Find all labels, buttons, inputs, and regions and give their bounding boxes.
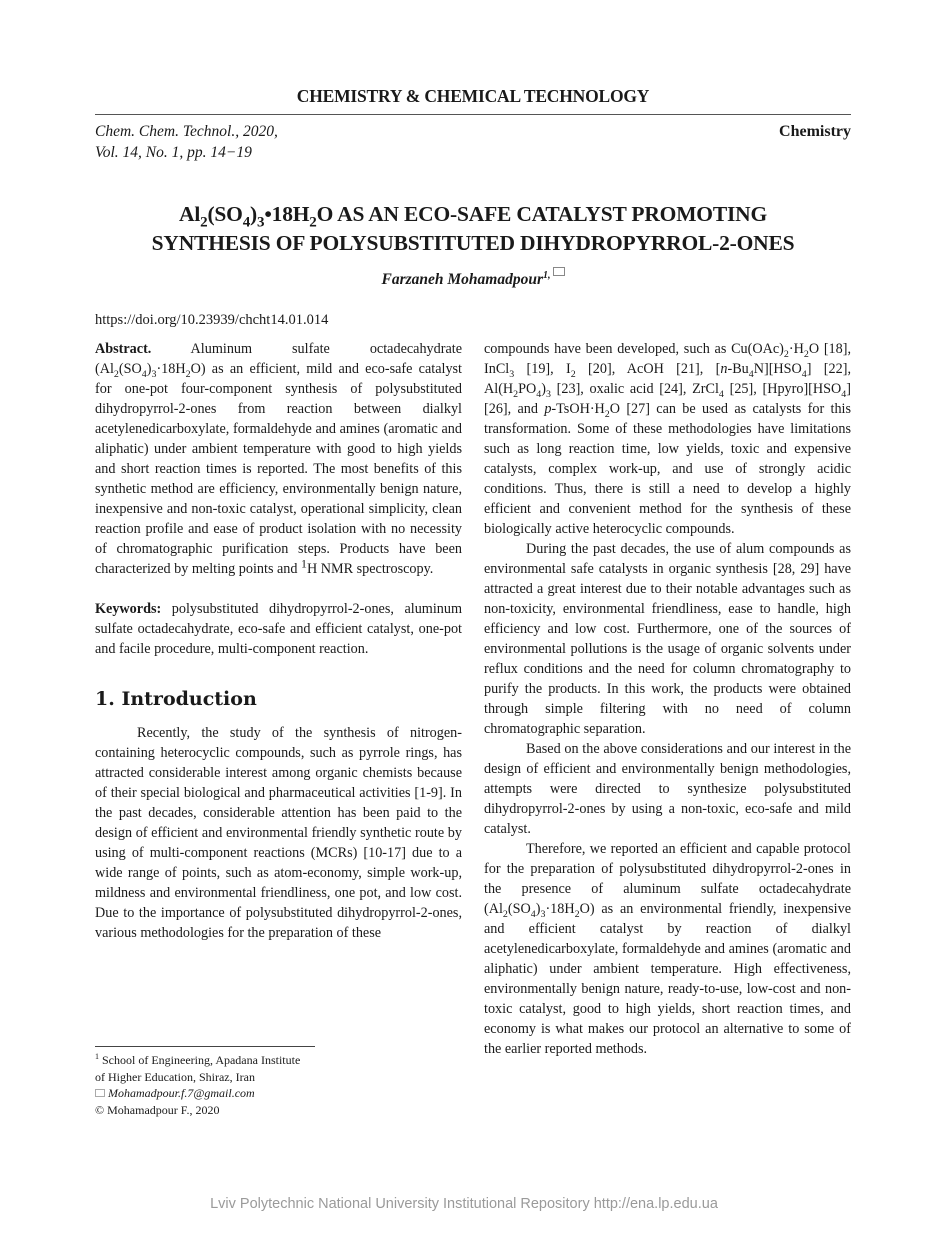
subscript: 2 (309, 214, 317, 231)
body-text: (SO (507, 901, 531, 917)
envelope-icon[interactable] (553, 267, 565, 276)
superscript: 1 (301, 556, 307, 571)
subscript: 2 (803, 348, 809, 360)
email-link[interactable]: Mohamadpour.f.7@gmail.com (108, 1086, 255, 1100)
body-text: -Bu (727, 361, 749, 377)
citation-line-2: Vol. 14, No. 1, pp. 14−19 (95, 144, 252, 161)
abstract-text: ·18H (156, 361, 186, 377)
body-text: ] [26], and (484, 381, 851, 417)
subscript: 4 (141, 368, 147, 380)
right-column (484, 339, 851, 1059)
abstract-text: (SO (118, 361, 142, 377)
body-text: [19], I (514, 361, 571, 377)
body-text: compounds have been developed, such as Cu(OAc) (484, 341, 784, 357)
body-text: [20], AcOH [21], [ (575, 361, 721, 377)
intro-paragraph-4 (484, 839, 851, 1059)
body-text: ) (535, 901, 541, 917)
intro-paragraph-2: During the past decades, the use of alum compounds as environmental safe catalysts in organic synthesis [28, 29] have attracted a great interest due to their notable advantages such as non-toxicity, environmental friendliness, ease to handle, high efficiency and low cost. Furthermore, one of the sources of environmental pollutions is the usage of organic solvents under reflux conditions and the need for column chromatography to purify the products. In this work, the products were obtained through simple filtering with no need of column chromatographic separation. (484, 541, 851, 737)
subscript: 2 (604, 408, 610, 420)
section-label: Chemistry (779, 123, 851, 140)
affiliation-text: School of Engineering, Apadana Institute (99, 1053, 301, 1067)
subscript: 2 (113, 368, 119, 380)
body-text: N][HSO (753, 361, 802, 377)
italic-text: p (544, 401, 552, 417)
subscript: 2 (513, 388, 519, 400)
copyright: © Mohamadpour F., 2020 (95, 1102, 220, 1117)
abstract (95, 339, 462, 579)
formula-text: ) (250, 202, 257, 226)
body-text: ) (541, 381, 546, 397)
repository-footer[interactable]: Lviv Polytechnic National University Institutional Repository http://ena.lp.edu.ua (210, 1196, 718, 1212)
subscript: 2 (200, 214, 208, 231)
subscript: 4 (841, 388, 847, 400)
abstract-label: Abstract. (95, 341, 152, 357)
body-text: O [18], InCl (484, 341, 851, 377)
keywords-label: Keywords: (95, 601, 162, 617)
footnotes (95, 1052, 300, 1118)
author-name[interactable]: Farzaneh Mohamadpour (381, 271, 543, 288)
subscript: 2 (783, 348, 789, 360)
body-text: O [27] can be used as catalysts for this transformation. Some of these methodologies have limitations such as long reaction time, low yields, toxic and expensive catalysts, complex work-up, and use of strongly acidic conditions. Thus, there is still a need to develop a highly efficient and convenient method for the synthesis of these biologically active heterocyclic compounds. (484, 401, 851, 537)
formula-text: O (316, 202, 334, 226)
title-text: AS AN ECO-SAFE CATALYST PROMOTING (333, 202, 767, 226)
body-text: O) as an environmental friendly, inexpensive and efficient catalyst by reaction of dialkyl acetylenedicarboxylate, formaldehyde and amines (aromatic and aliphatic) under ambient temperature. High effectiveness, environmentally benign nature, ready-to-use, low-cost and non-toxic catalyst, good to high yields, short reaction times, and economy is what makes our protocol an alternative to some of the earlier reported methods. (484, 901, 851, 1057)
subscript: 4 (718, 388, 724, 400)
affiliation-line-1 (95, 1052, 300, 1069)
citation-line-1: Chem. Chem. Technol., 2020, (95, 123, 278, 140)
subscript: 3 (545, 388, 551, 400)
intro-paragraph-1-continued (484, 339, 851, 539)
envelope-icon (95, 1089, 105, 1097)
subscript: 4 (801, 368, 807, 380)
formula-text: •18H (264, 202, 310, 226)
footnote-mark: 1 (95, 1052, 99, 1061)
abstract-text: ) (146, 361, 152, 377)
subscript: 2 (502, 908, 508, 920)
citation (95, 121, 278, 163)
footnote-divider (95, 1046, 315, 1047)
subscript: 3 (257, 214, 265, 231)
intro-paragraph-1: Recently, the study of the synthesis of nitrogen-containing heterocyclic compounds, such as pyrrole rings, has attracted considerable interest among organic chemists because of their special biological and pharmaceutical activities [1-9]. In the past decades, considerable attention has been paid to the design of efficient and environmental friendly synthetic route by using of multi-component reactions (MCRs) [10-17] due to a wide range of points, such as atom-economy, simple work-up, mildness and environmental friendliness, one pot, and low cost. Due to the importance of polysubstituted dihydropyrrol-2-ones, various methodologies for the preparation of these (95, 725, 462, 941)
subscript: 3 (151, 368, 157, 380)
subscript: 2 (570, 368, 576, 380)
title-line-2: SYNTHESIS OF POLYSUBSTITUTED DIHYDROPYRROL-2-ONES (151, 231, 795, 255)
subscript: 4 (530, 908, 536, 920)
italic-text: n (720, 361, 728, 377)
body-text: PO (518, 381, 537, 397)
body-text: -TsOH·H (551, 401, 605, 417)
email-line (95, 1085, 300, 1102)
body-text: Therefore, we reported an efficient and capable protocol for the preparation of polysubstituted dihydropyrrol-2-ones in the presence of aluminum sulfate octadecahydrate (Al (484, 841, 851, 917)
keywords-text: polysubstituted dihydropyrrol-2-ones, aluminum sulfate octadecahydrate, eco-safe and efficient catalyst, one-pot and facile procedure, multi-component reaction. (95, 601, 462, 657)
abstract-text: O) as an efficient, mild and eco-safe catalyst for one-pot four-component synthesis of polysubstituted dihydropyrrol-2-ones from reaction between dialkyl acetylenedicarboxylate, formaldehyde and amines (aromatic and aliphatic) under ambient temperature with good to high yields and short reaction times is reported. The most benefits of this synthetic method are efficiency, environmentally benign nature, inexpensive and non-toxic catalyst, operational simplicity, clean reaction profile and ease of product isolation with no necessity of chromatographic purification steps. Products have been characterized by melting points and (95, 361, 462, 577)
title-line-1 (95, 200, 851, 229)
journal-name: CHEMISTRY & CHEMICAL TECHNOLOGY (296, 86, 650, 106)
body-text: ·18H (545, 901, 575, 917)
body-text: [25], [Hpyro][HSO (723, 381, 842, 397)
subscript: 4 (748, 368, 754, 380)
author (95, 271, 851, 289)
left-column (95, 339, 462, 943)
formula-text: Al (179, 202, 201, 226)
subscript: 3 (540, 908, 546, 920)
author-affiliation-mark: 1, (543, 269, 551, 281)
formula-text: (SO (207, 202, 243, 226)
subscript: 2 (574, 908, 580, 920)
body-text: [23], oxalic acid [24], ZrCl (550, 381, 719, 397)
abstract-text: H NMR spectroscopy. (306, 561, 434, 577)
subscript: 3 (509, 368, 515, 380)
body-text: ] [22], Al(H (484, 361, 851, 397)
affiliation-line-2: of Higher Education, Shiraz, Iran (95, 1069, 255, 1084)
body-text: ·H (788, 341, 804, 357)
subscript: 4 (242, 214, 251, 231)
section-heading-introduction: 1. Introduction (95, 688, 257, 710)
article-title (95, 200, 851, 258)
header-divider (95, 114, 851, 115)
doi-link[interactable]: https://doi.org/10.23939/chcht14.01.014 (95, 312, 329, 328)
subscript: 2 (185, 368, 191, 380)
intro-paragraph-3: Based on the above considerations and our interest in the design of efficient and environmentally benign methodologies, attempts were directed to synthesize polysubstituted dihydropyrrol-2-ones by using a non-toxic, eco-safe and mild catalyst. (484, 741, 851, 837)
subscript: 4 (536, 388, 542, 400)
keywords (95, 599, 462, 659)
abstract-text: Aluminum sulfate octadecahydrate (Al (95, 341, 462, 377)
